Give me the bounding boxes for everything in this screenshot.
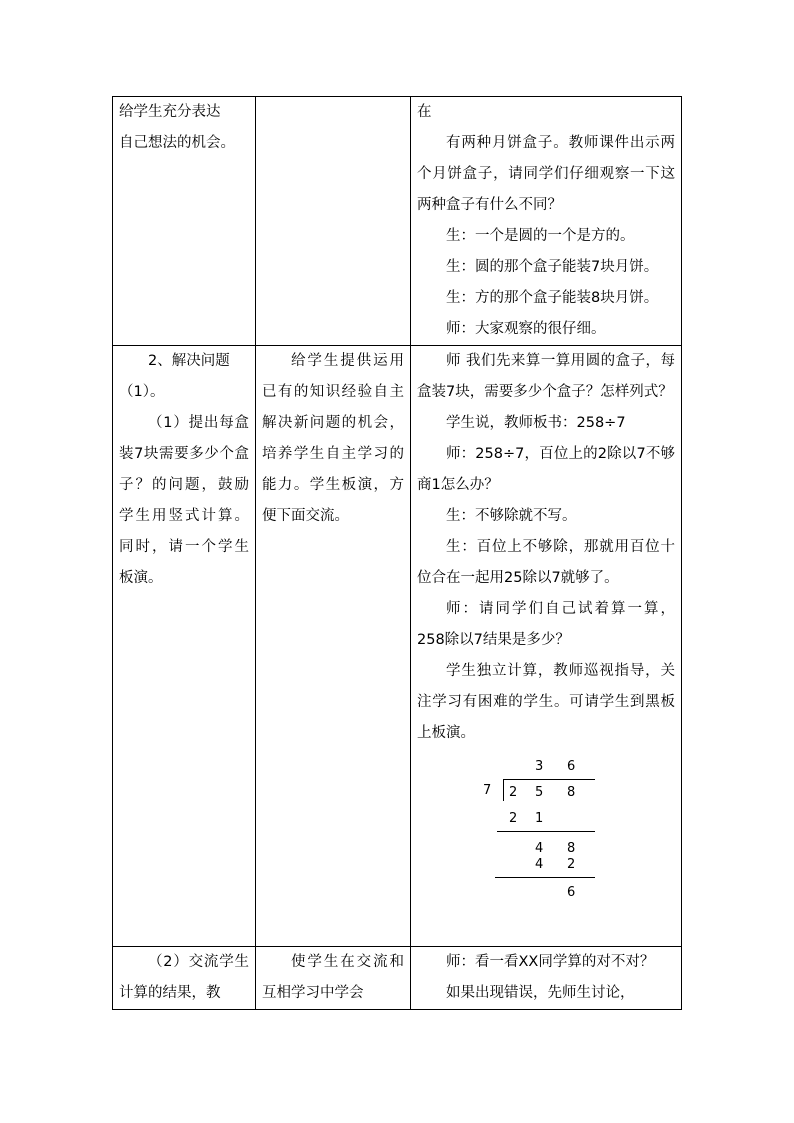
- cell-paragraph: （2）交流学生计算的结果，教: [119, 954, 249, 1001]
- design-intent-cell: [256, 346, 411, 947]
- cell-line: 给学生充分表达: [119, 104, 221, 120]
- step-digit: 2: [509, 811, 518, 826]
- cell-paragraph: 师 我们先来算一算用圆的盒子，每盒装7块，需要多少个盒子？怎样列式？: [417, 353, 675, 400]
- cell-paragraph: 生：百位上不够除，那就用百位十位合在一起用25除以7就够了。: [417, 539, 675, 586]
- lesson-plan-table: [112, 96, 682, 1010]
- cell-paragraph: 生：一个是圆的一个是方的。: [446, 228, 635, 244]
- cell-paragraph: 师：258÷7，百位上的2除以7不够商1怎么办？: [417, 446, 675, 493]
- quotient-digit: 3: [535, 759, 544, 774]
- cell-paragraph: 学生独立计算，教师巡视指导，关注学习有困难的学生。可请学生到黑板上板演。: [417, 663, 675, 741]
- dividend-digit: 2: [509, 785, 518, 800]
- step-digit: 8: [567, 841, 576, 856]
- cell-paragraph: 如果出现错误，先师生讨论，: [446, 985, 635, 1001]
- cell-paragraph: 给学生提供运用已有的知识经验自主解决新问题的机会，培养学生自主学习的能力。学生板演，方便下面交流。: [262, 353, 404, 524]
- quotient-digit: 6: [567, 759, 576, 774]
- cell-paragraph: 生：方的那个盒子能装8块月饼。: [446, 290, 659, 306]
- cell-paragraph: 学生说，教师板书：258÷7: [446, 415, 626, 431]
- design-intent-cell: [256, 947, 411, 1010]
- teaching-process-cell: [411, 947, 682, 1010]
- teaching-process-cell: [411, 97, 682, 346]
- cell-paragraph: 师：大家观察的很仔细。: [446, 321, 606, 337]
- cell-paragraph: 师：请同学们自己试着算一算，258除以7结果是多少？: [417, 601, 675, 648]
- cell-paragraph: 生：圆的那个盒子能装7块月饼。: [446, 259, 659, 275]
- step-digit: 2: [567, 857, 576, 872]
- cell-paragraph: （1）提出每盒装7块需要多少个盒子？的问题，鼓励学生用竖式计算。同时，请一个学生板演。: [119, 415, 249, 586]
- design-intent-cell: [113, 97, 256, 346]
- divisor-digit: 7: [483, 783, 492, 798]
- cell-paragraph: 有两种月饼盒子。教师课件出示两个月饼盒子，请同学们仔细观察一下这两种盒子有什么不同？: [417, 135, 675, 213]
- activity-cell: [113, 947, 256, 1010]
- intent-cell-empty: [256, 97, 411, 346]
- cell-line: 自己想法的机会。: [119, 135, 235, 151]
- teaching-process-cell: [411, 346, 682, 947]
- cell-paragraph: 生：不够除就不写。: [446, 508, 577, 524]
- step-digit: 4: [535, 857, 544, 872]
- table-row: [113, 346, 682, 947]
- cell-paragraph: 师：看一看XX同学算的对不对？: [446, 954, 655, 970]
- cell-paragraph: 2、解决问题（1）。: [119, 353, 230, 400]
- activity-cell: [113, 346, 256, 947]
- table-row: [113, 97, 682, 346]
- remainder-digit: 6: [567, 885, 576, 900]
- cell-paragraph: 在: [417, 104, 432, 120]
- dividend-digit: 5: [535, 785, 544, 800]
- cell-paragraph: 使学生在交流和互相学习中学会: [262, 954, 404, 1001]
- long-division-diagram: [417, 757, 675, 907]
- table-row: [113, 947, 682, 1010]
- step-digit: 1: [535, 811, 544, 826]
- step-digit: 4: [535, 841, 544, 856]
- dividend-digit: 8: [567, 785, 576, 800]
